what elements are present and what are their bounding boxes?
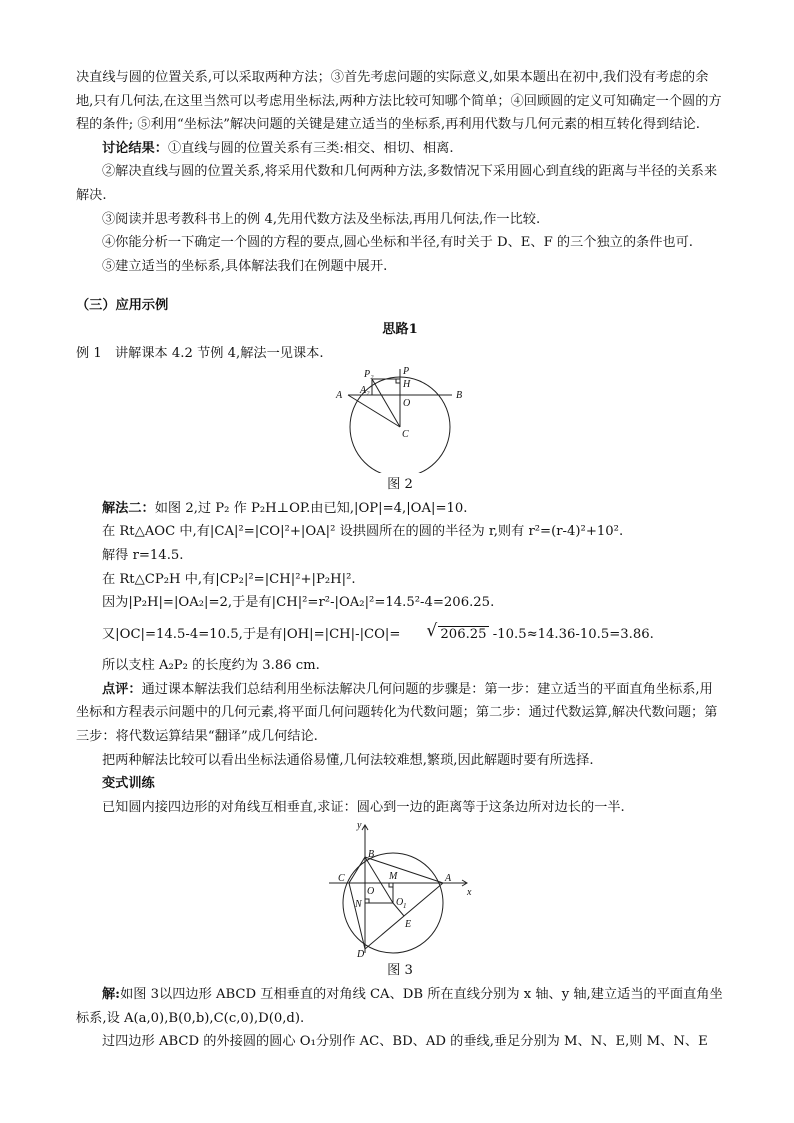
solution2-line-2: 在 Rt△AOC 中,有|CA|²=|CO|²+|OA|² 设拱圆所在的圆的半径为 r,则有 r²=(r-4)²+10². bbox=[102, 524, 624, 540]
radical-sign: √ bbox=[426, 620, 438, 641]
discussion-item-5: ⑤建立适当的坐标系,具体解法我们在例题中展开. bbox=[102, 258, 388, 274]
solution3-line-2: 过四边形 ABCD 的外接圆的圆心 O₁分别作 AC、BD、AD 的垂线,垂足分别为 M、N、E,则 M、N、E bbox=[102, 1034, 708, 1050]
fig2-line-ac bbox=[348, 395, 400, 427]
fig2-label-a2: A₂ bbox=[360, 385, 370, 397]
solution3-label: 解: bbox=[102, 987, 121, 1003]
section-title: （三）应用示例 bbox=[76, 298, 169, 314]
figure-3-caption: 图 3 bbox=[387, 963, 413, 979]
solution2-text-6-post: -10.5≈14.36-10.5=3.86. bbox=[488, 626, 654, 642]
fig2-label-p: P bbox=[403, 366, 410, 378]
fig3-label-y: y bbox=[357, 820, 362, 832]
comment-paragraph-2: 把两种解法比较可以看出坐标法通俗易懂,几何法较难想,繁琐,因此解题时要有所选择. bbox=[102, 752, 594, 768]
solution2-line-3: 解得 r=14.5. bbox=[102, 547, 184, 563]
solution2-text-6-pre: 又|OC|=14.5-4=10.5,于是有|OH|=|CH|-|CO|= bbox=[102, 626, 401, 642]
comment-paragraph bbox=[76, 678, 724, 749]
fig3-label-e: E bbox=[405, 919, 412, 931]
section-subtitle: 思路1 bbox=[382, 321, 418, 337]
comment-text: 通过课本解法我们总结利用坐标法解决几何问题的步骤是：第一步：建立适当的平面直角坐标系,用坐标和方程表示问题中的几何元素,将平面几何问题转化为代数问题；第二步：通过代数运算,解决代数问题；第三步：将代数运算结果“翻译”成几何结论. bbox=[76, 681, 718, 745]
figure-2-diagram bbox=[320, 365, 480, 473]
solution2-line-5: 因为|P₂H|=|OA₂|=2,于是有|CH|²=r²-|OA₂|²=14.5²-4=206.25. bbox=[102, 595, 495, 611]
document-content bbox=[76, 66, 724, 1054]
discussion-item-3: ③阅读并思考教科书上的例 4,先用代数方法及坐标法,再用几何法,作一比较. bbox=[102, 211, 541, 227]
variant-title: 变式训练 bbox=[102, 776, 155, 792]
fig2-label-b: B bbox=[456, 390, 463, 402]
solution2-line-7: 所以支柱 A₂P₂ 的长度约为 3.86 cm. bbox=[102, 658, 320, 674]
fig3-label-b: B bbox=[368, 849, 375, 861]
sqrt-expression bbox=[400, 620, 488, 647]
solution2-line-6 bbox=[76, 620, 724, 647]
variant-problem: 已知圆内接四边形的对角线互相垂直,求证：圆心到一边的距离等于这条边所对边长的一半. bbox=[102, 799, 625, 815]
discussion-item-2: ②解决直线与圆的位置关系,将采用代数和几何两种方法,多数情况下采用圆心到直线的距离与半径的关系来解决. bbox=[76, 164, 718, 203]
fig2-right-angle bbox=[396, 379, 400, 383]
fig3-label-x: x bbox=[467, 887, 472, 899]
discussion-label: 讨论结果： bbox=[102, 140, 168, 156]
fig3-label-o1: O bbox=[396, 897, 404, 909]
figure-2-caption: 图 2 bbox=[387, 477, 413, 493]
solution3-line-1 bbox=[76, 983, 724, 1030]
fig2-label-a: A bbox=[336, 390, 343, 402]
solution2-text-1: 如图 2,过 P₂ 作 P₂H⊥OP.由已知,|OP|=4,|OA|=10. bbox=[154, 500, 468, 516]
fig3-label-c: C bbox=[338, 873, 345, 885]
solution2-label: 解法二： bbox=[102, 500, 155, 516]
discussion-item-1 bbox=[76, 137, 724, 161]
comment-label: 点评： bbox=[102, 681, 142, 697]
fig2-label-o: O bbox=[403, 398, 411, 410]
solution3-text-1: 如图 3以四边形 ABCD 互相垂直的对角线 CA、DB 所在直线分别为 x 轴、y 轴,建立适当的平面直角坐标系,设 A(a,0),B(0,b),C(c,0),D(0,d). bbox=[76, 987, 723, 1026]
fig3-label-m: M bbox=[389, 871, 398, 883]
fig3-label-d: D bbox=[357, 949, 365, 960]
discussion-item-4: ④你能分析一下确定一个圆的方程的要点,圆心坐标和半径,有时关于 D、E、F 的三个独立的条件也可. bbox=[102, 235, 693, 251]
fig3-right-angle-m bbox=[389, 883, 393, 887]
sqrt-radicand: 206.25 bbox=[440, 626, 487, 642]
fig3-label-o1-subscript: 1 bbox=[403, 902, 407, 911]
figure-3-diagram bbox=[325, 819, 475, 959]
fig2-label-p2: P₂ bbox=[364, 369, 374, 381]
fig3-label-n: N bbox=[355, 899, 362, 911]
solution2-line-1 bbox=[76, 497, 724, 521]
solution2-line-4: 在 Rt△CP₂H 中,有|CP₂|²=|CH|²+|P₂H|². bbox=[102, 571, 356, 587]
discussion-text-1: ①直线与圆的位置关系有三类:相交、相切、相离. bbox=[167, 140, 454, 156]
fig2-label-c: C bbox=[402, 429, 409, 441]
fig2-label-h: H bbox=[403, 379, 411, 391]
fig3-right-angle-n bbox=[365, 899, 369, 903]
fig2-line-p2c bbox=[372, 379, 400, 427]
fig3-label-a: A bbox=[445, 873, 452, 885]
fig3-label-o: O bbox=[367, 886, 375, 898]
intro-paragraph: 决直线与圆的位置关系,可以采取两种方法；③首先考虑问题的实际意义,如果本题出在初中,我们没有考虑的余地,只有几何法,在这里当然可以考虑用坐标法,两种方法比较可知哪个简单；④回顾圆的定义可知确定一个圆的方程的条件; ⑤利用“坐标法”解决问题的关键是建立适当的坐标系,再利用代数与几何元素的相互转化得到结论. bbox=[76, 70, 722, 133]
example-1: 例 1 讲解课本 4.2 节例 4,解法一见课本. bbox=[76, 345, 324, 361]
